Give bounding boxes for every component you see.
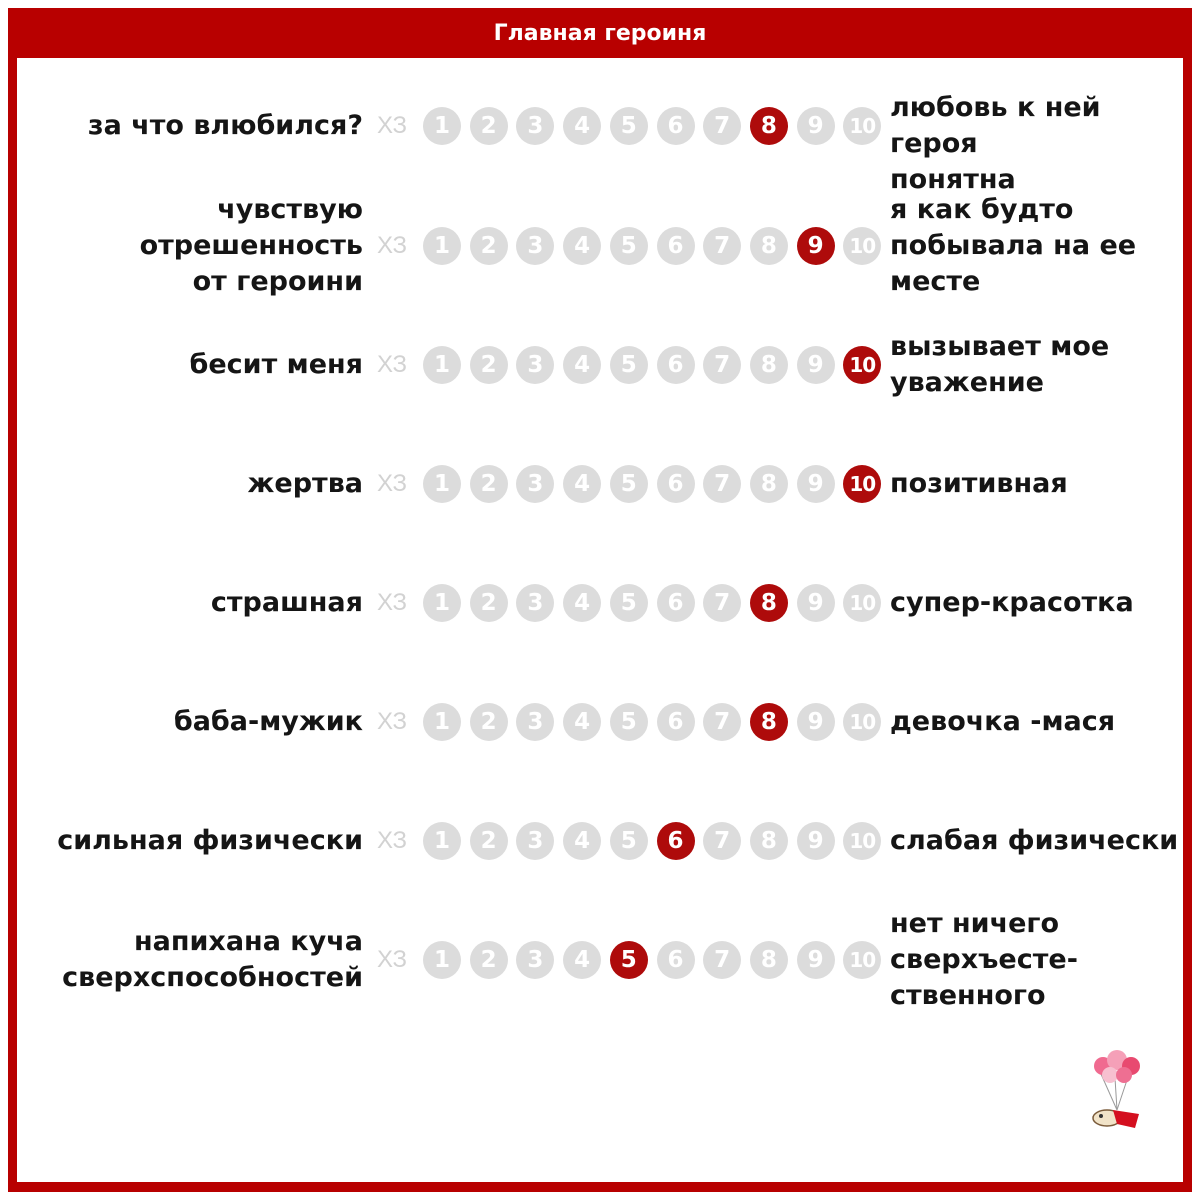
rating-option[interactable]: 3 [516, 465, 554, 503]
rating-scale [375, 940, 885, 980]
rating-option[interactable]: 5 [610, 346, 648, 384]
rating-option-selected[interactable]: 8 [750, 107, 788, 145]
row-left-label: сильная физически [57, 825, 363, 856]
row-left-label: за что влюбился? [87, 110, 363, 141]
rating-option[interactable]: 9 [797, 941, 835, 979]
row-right-label: я как будто побывала на ее месте [890, 194, 1137, 297]
rating-option[interactable]: 6 [657, 227, 695, 265]
rating-option[interactable]: 7 [703, 703, 741, 741]
rating-option[interactable]: 9 [797, 822, 835, 860]
rating-option[interactable]: 7 [703, 107, 741, 145]
row-right-label: слабая физически [890, 825, 1179, 856]
rating-option[interactable]: 6 [657, 107, 695, 145]
rating-option-selected[interactable]: 5 [610, 941, 648, 979]
rating-option[interactable]: 8 [750, 346, 788, 384]
rating-option[interactable]: 5 [610, 465, 648, 503]
rating-option-selected[interactable]: 6 [657, 822, 695, 860]
rating-option[interactable]: 6 [657, 703, 695, 741]
rating-option[interactable]: 9 [797, 107, 835, 145]
rating-option[interactable]: 7 [703, 227, 741, 265]
xz-option[interactable]: ХЗ [377, 112, 407, 139]
rating-option-selected[interactable]: 10 [843, 465, 881, 503]
xz-option[interactable]: ХЗ [377, 232, 407, 259]
row-right-label: девочка -мася [890, 706, 1116, 737]
rating-option[interactable]: 9 [797, 703, 835, 741]
rating-scale [375, 345, 885, 385]
row-right-label: вызывает мое уважение [890, 331, 1110, 398]
row-right-label: нет ничего сверхъесте- ственного [890, 908, 1078, 1011]
rating-option[interactable]: 4 [563, 346, 601, 384]
balloons-mascot-icon [1077, 1048, 1157, 1138]
rating-option[interactable]: 3 [516, 822, 554, 860]
rating-option[interactable]: 9 [797, 346, 835, 384]
rating-scale [375, 226, 885, 266]
rating-option[interactable]: 4 [563, 584, 601, 622]
row-left-label: напихана куча сверхспособностей [62, 926, 363, 993]
rating-option[interactable]: 7 [703, 346, 741, 384]
xz-option[interactable]: ХЗ [377, 351, 407, 378]
rating-option[interactable]: 4 [563, 107, 601, 145]
rating-option-selected[interactable]: 9 [797, 227, 835, 265]
rating-scale [375, 583, 885, 623]
card-title: Главная героиня [493, 20, 707, 46]
rating-option[interactable]: 5 [610, 703, 648, 741]
row-right-label: супер-красотка [890, 587, 1134, 618]
rating-option[interactable]: 3 [516, 584, 554, 622]
rating-option[interactable]: 4 [563, 822, 601, 860]
row-left-label: баба-мужик [173, 706, 363, 737]
rating-scale [375, 821, 885, 861]
rating-option[interactable]: 2 [470, 107, 508, 145]
rating-option-selected[interactable]: 8 [750, 703, 788, 741]
xz-option[interactable]: ХЗ [377, 589, 407, 616]
row-right-label: позитивная [890, 468, 1068, 499]
rating-option[interactable]: 2 [470, 227, 508, 265]
xz-option[interactable]: ХЗ [377, 946, 407, 973]
row-left-label: жертва [247, 468, 363, 499]
rating-option[interactable]: 1 [423, 822, 461, 860]
rating-option[interactable]: 10 [843, 703, 881, 741]
xz-option[interactable]: ХЗ [377, 827, 407, 854]
rating-option[interactable]: 9 [797, 584, 835, 622]
rating-option[interactable]: 6 [657, 584, 695, 622]
rating-option[interactable]: 9 [797, 465, 835, 503]
rating-option[interactable]: 3 [516, 107, 554, 145]
rating-scale [375, 702, 885, 742]
rating-option-selected[interactable]: 8 [750, 584, 788, 622]
rating-option[interactable]: 10 [843, 941, 881, 979]
rating-option[interactable]: 5 [610, 822, 648, 860]
rating-option[interactable]: 4 [563, 465, 601, 503]
rating-option[interactable]: 5 [610, 227, 648, 265]
rating-option[interactable]: 6 [657, 941, 695, 979]
rating-option[interactable]: 7 [703, 822, 741, 860]
rating-option[interactable]: 5 [610, 584, 648, 622]
rating-option[interactable]: 1 [423, 941, 461, 979]
rating-option[interactable]: 2 [470, 941, 508, 979]
rating-option-selected[interactable]: 10 [843, 346, 881, 384]
rating-option[interactable]: 7 [703, 584, 741, 622]
row-left-label: бесит меня [189, 349, 363, 380]
rating-option[interactable]: 3 [516, 703, 554, 741]
rating-option[interactable]: 8 [750, 227, 788, 265]
row-right-label: любовь к ней героя понятна [890, 92, 1101, 195]
rating-option[interactable]: 1 [423, 227, 461, 265]
rating-option[interactable]: 6 [657, 346, 695, 384]
rating-option[interactable]: 2 [470, 346, 508, 384]
rating-option[interactable]: 3 [516, 941, 554, 979]
rating-option[interactable]: 7 [703, 465, 741, 503]
xz-option[interactable]: ХЗ [377, 708, 407, 735]
rating-option[interactable]: 1 [423, 703, 461, 741]
rating-option[interactable]: 2 [470, 703, 508, 741]
rating-option[interactable]: 1 [423, 346, 461, 384]
rating-option[interactable]: 1 [423, 465, 461, 503]
rating-option[interactable]: 8 [750, 941, 788, 979]
rating-option[interactable]: 10 [843, 822, 881, 860]
rating-panel [17, 58, 1183, 1182]
rating-option[interactable]: 1 [423, 584, 461, 622]
row-left-label: страшная [210, 587, 363, 618]
rating-card-frame [8, 8, 1192, 1192]
rating-option[interactable]: 2 [470, 584, 508, 622]
row-left-label: чувствую отрешенность от героини [139, 194, 363, 297]
rating-option[interactable]: 4 [563, 703, 601, 741]
rating-scale [375, 106, 885, 146]
rating-option[interactable]: 3 [516, 227, 554, 265]
rating-option[interactable]: 10 [843, 227, 881, 265]
rating-option[interactable]: 8 [750, 822, 788, 860]
rating-option[interactable]: 10 [843, 584, 881, 622]
rating-option[interactable]: 2 [470, 465, 508, 503]
rating-option[interactable]: 6 [657, 465, 695, 503]
rating-option[interactable]: 4 [563, 227, 601, 265]
rating-option[interactable]: 2 [470, 822, 508, 860]
rating-scale [375, 464, 885, 504]
rating-option[interactable]: 5 [610, 107, 648, 145]
rating-option[interactable]: 8 [750, 465, 788, 503]
xz-option[interactable]: ХЗ [377, 470, 407, 497]
rating-option[interactable]: 10 [843, 107, 881, 145]
rating-option[interactable]: 4 [563, 941, 601, 979]
rating-option[interactable]: 7 [703, 941, 741, 979]
rating-option[interactable]: 1 [423, 107, 461, 145]
rating-option[interactable]: 3 [516, 346, 554, 384]
